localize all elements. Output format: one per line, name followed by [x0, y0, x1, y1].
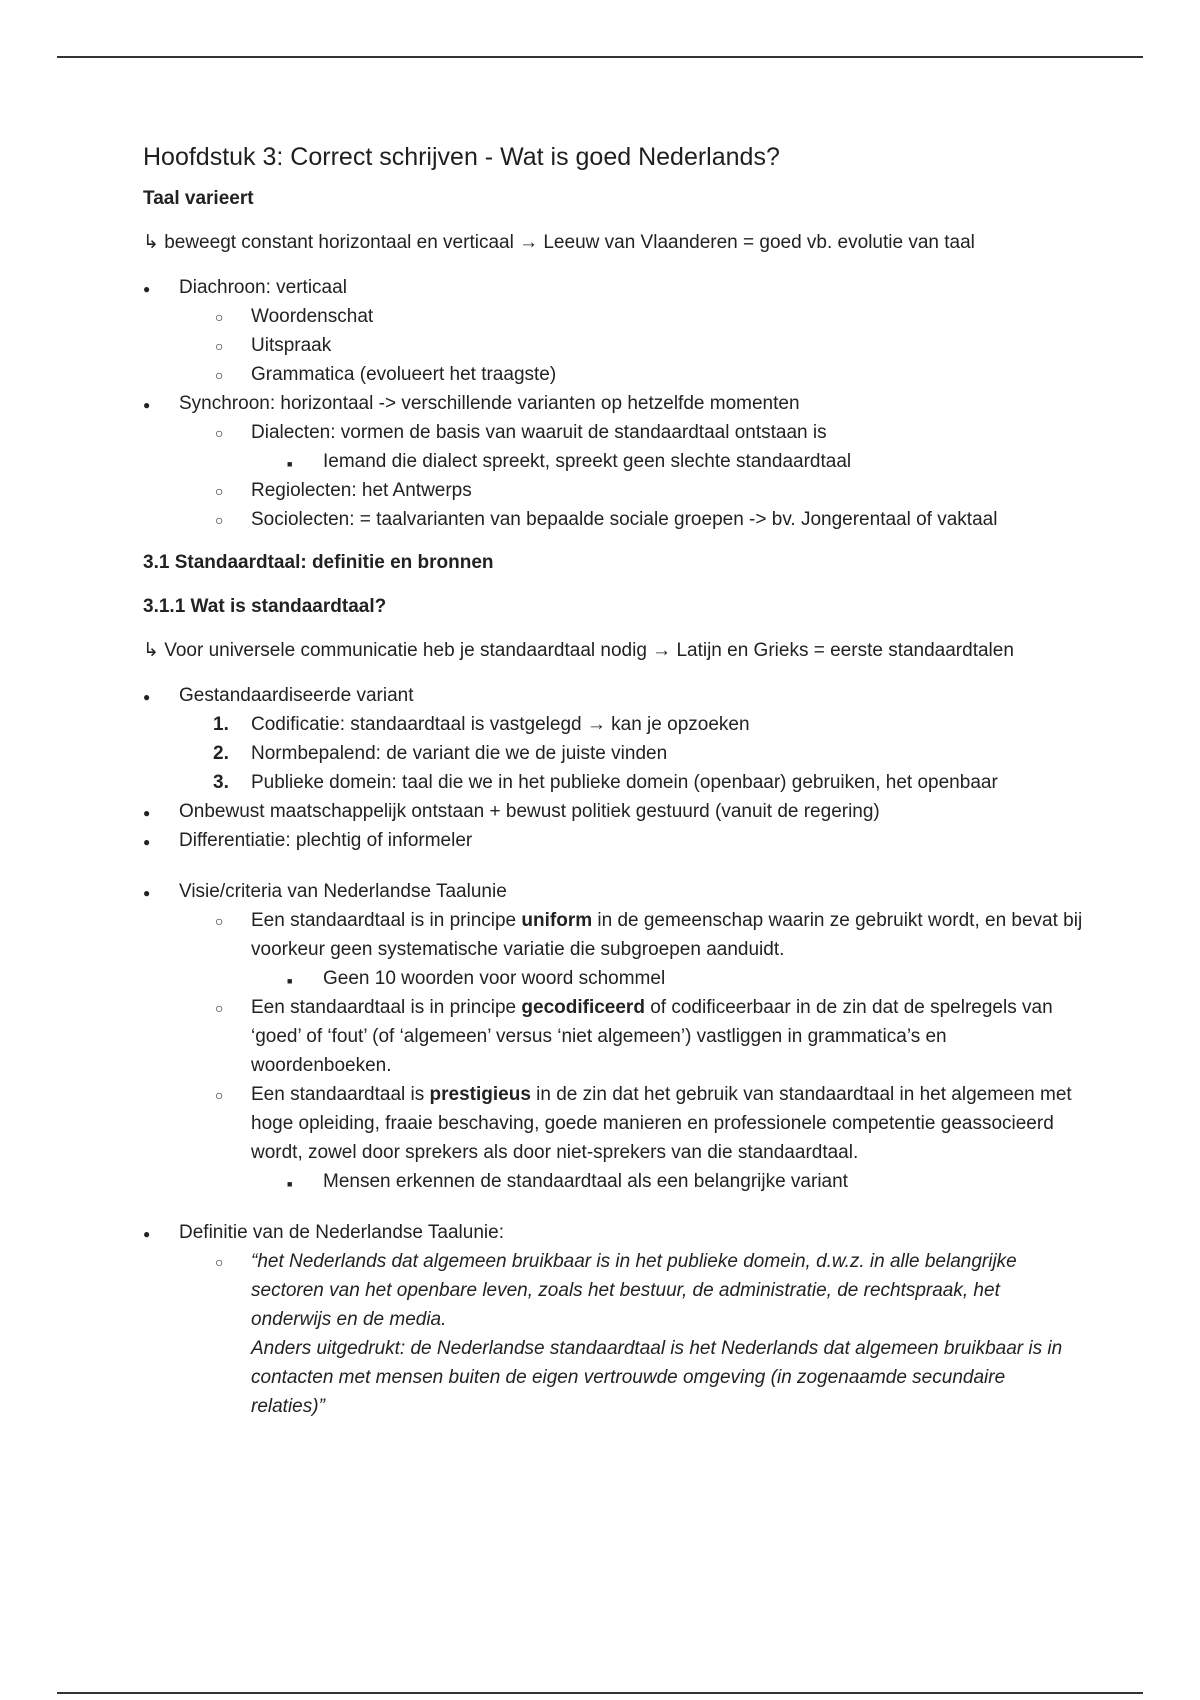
section-heading-3-1: 3.1 Standaardtaal: definitie en bronnen — [143, 552, 494, 573]
list-item: ● Definitie van de Nederlandse Taalunie: — [143, 1218, 1083, 1247]
circle-bullet-icon — [215, 906, 223, 936]
list-item: ■ Mensen erkennen de standaardtaal als een belangrijke variant — [143, 1167, 1083, 1196]
document-body — [143, 140, 1083, 1421]
square-bullet-icon — [287, 964, 292, 996]
list-item: ■ Geen 10 woorden voor woord schommel — [143, 964, 1083, 993]
section-intro: ↳ Voor universele communicatie heb je standaardtaal nodig → Latijn en Grieks = eerste standaardtalen — [143, 640, 1014, 661]
list-item: ● Gestandaardiseerde variant — [143, 681, 1083, 710]
page-title: Hoofdstuk 3: Correct schrijven - Wat is goed Nederlands? — [143, 143, 780, 171]
list-item: ● Diachroon: verticaal — [143, 273, 1083, 302]
list-item: ○ Regiolecten: het Antwerps — [143, 476, 1083, 505]
circle-bullet-icon — [215, 331, 223, 361]
circle-bullet-icon — [215, 360, 223, 390]
section-heading-taal-varieert: Taal varieert — [143, 188, 254, 209]
section-heading-3-1-1: 3.1.1 Wat is standaardtaal? — [143, 596, 387, 617]
top-rule — [57, 56, 1143, 58]
list-item: ● Visie/criteria van Nederlandse Taalunie — [143, 877, 1083, 906]
bullet-icon — [143, 826, 150, 857]
numbered-item: 2. Normbepalend: de variant die we de juiste vinden — [213, 743, 668, 764]
list-item: ○ Een standaardtaal is prestigieus in de zin dat het gebruik van standaardtaal in het algemeen met hoge opleiding, fraaie beschaving, goede manieren en professionele competentie geassocieerd wordt, zowel door sprekers als door niet-sprekers van die standaardtaal. — [143, 1080, 1083, 1167]
square-bullet-icon — [287, 1167, 292, 1199]
bullet-icon — [143, 273, 150, 304]
list-item: ○ Een standaardtaal is in principe uniform in de gemeenschap waarin ze gebruikt wordt, en bevat bij voorkeur geen systematische variatie die subgroepen aanduidt. — [143, 906, 1083, 964]
circle-bullet-icon — [215, 1247, 223, 1277]
bottom-rule — [57, 1692, 1143, 1694]
bullet-icon — [143, 389, 150, 420]
circle-bullet-icon — [215, 1080, 223, 1110]
bullet-icon — [143, 681, 150, 712]
circle-bullet-icon — [215, 505, 223, 535]
circle-bullet-icon — [215, 418, 223, 448]
circle-bullet-icon — [215, 302, 223, 332]
list-item: ○ Uitspraak — [143, 331, 1083, 360]
standard-language-list — [143, 681, 1083, 855]
list-item: ○ Dialecten: vormen de basis van waaruit de standaardtaal ontstaan is — [143, 418, 1083, 447]
definition-quote: ○ “het Nederlands dat algemeen bruikbaar is in het publieke domein, d.w.z. in alle belangrijke sectoren van het openbare leven, zoals het bestuur, de administratie, de rechtspraak, het onderwijs en de media. Anders uitgedrukt: de Nederlandse standaardtaal is het Nederlands dat algemeen bruikbaar is in contacten met mensen buiten de eigen vertrouwde omgeving (in zogenaamde secundaire relaties)” — [143, 1247, 1083, 1421]
numbered-item: 1. Codificatie: standaardtaal is vastgelegd → kan je opzoeken — [213, 714, 750, 735]
criteria-list — [143, 877, 1083, 1196]
bullet-icon — [143, 877, 150, 908]
circle-bullet-icon — [215, 993, 223, 1023]
list-item: ● Synchroon: horizontaal -> verschillende varianten op hetzelfde momenten — [143, 389, 1083, 418]
variation-list — [143, 273, 1083, 534]
bullet-icon — [143, 1218, 150, 1249]
list-item: ● Onbewust maatschappelijk ontstaan + bewust politiek gestuurd (vanuit de regering) — [143, 797, 1083, 826]
square-bullet-icon — [287, 447, 292, 479]
list-item: ■ Iemand die dialect spreekt, spreekt geen slechte standaardtaal — [143, 447, 1083, 476]
circle-bullet-icon — [215, 476, 223, 506]
list-item: ● Differentiatie: plechtig of informeler — [143, 826, 1083, 855]
definition-list — [143, 1218, 1083, 1421]
list-item: ○ Grammatica (evolueert het traagste) — [143, 360, 1083, 389]
numbered-item: 3. Publieke domein: taal die we in het publieke domein (openbaar) gebruiken, het openbaar — [213, 772, 998, 793]
list-item: ○ Sociolecten: = taalvarianten van bepaalde sociale groepen -> bv. Jongerentaal of vaktaal — [143, 505, 1083, 534]
section-intro: ↳ beweegt constant horizontaal en verticaal → Leeuw van Vlaanderen = goed vb. evolutie van taal — [143, 232, 975, 253]
list-item: ○ Woordenschat — [143, 302, 1083, 331]
list-item: ○ Een standaardtaal is in principe gecodificeerd of codificeerbaar in de zin dat de spelregels van ‘goed’ of ‘fout’ (of ‘algemeen’ versus ‘niet algemeen’) vastliggen in grammatica’s en woordenboeken. — [143, 993, 1083, 1080]
bullet-icon — [143, 797, 150, 828]
